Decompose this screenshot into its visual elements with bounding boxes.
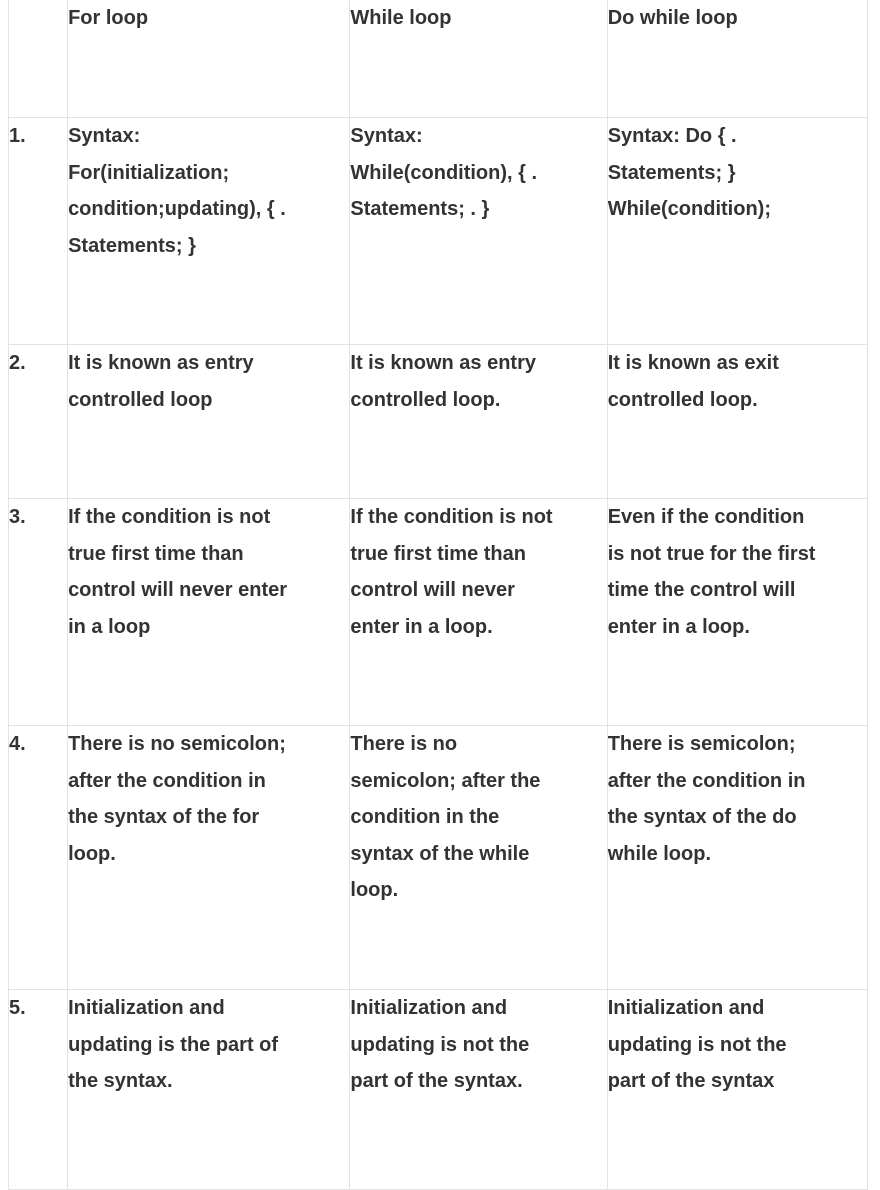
cell-for-loop: If the condition is not true first time than control will never enter in a loop — [68, 499, 350, 726]
table-row — [9, 499, 868, 726]
table-row — [9, 118, 868, 345]
header-cell-do-while-loop: Do while loop — [607, 0, 867, 118]
cell-while-loop: There is no semicolon; after the condition in the syntax of the while loop. — [350, 726, 607, 990]
cell-do-while-loop: Initialization and updating is not the part of the syntax — [607, 990, 867, 1190]
table-row — [9, 726, 868, 990]
row-number: 3. — [9, 499, 68, 726]
row-number: 1. — [9, 118, 68, 345]
cell-do-while-loop: It is known as exit controlled loop. — [607, 345, 867, 499]
cell-while-loop: Syntax: While(condition), { . Statements; . } — [350, 118, 607, 345]
cell-for-loop: It is known as entry controlled loop — [68, 345, 350, 499]
loop-comparison-table — [8, 0, 868, 1190]
cell-while-loop: It is known as entry controlled loop. — [350, 345, 607, 499]
header-cell-while-loop: While loop — [350, 0, 607, 118]
cell-while-loop: If the condition is not true first time than control will never enter in a loop. — [350, 499, 607, 726]
cell-do-while-loop: Even if the condition is not true for the first time the control will enter in a loop. — [607, 499, 867, 726]
row-number: 5. — [9, 990, 68, 1190]
cell-do-while-loop: Syntax: Do { . Statements; } While(condition); — [607, 118, 867, 345]
cell-for-loop: Initialization and updating is the part of the syntax. — [68, 990, 350, 1190]
table-row — [9, 345, 868, 499]
cell-while-loop: Initialization and updating is not the part of the syntax. — [350, 990, 607, 1190]
table-header-row — [9, 0, 868, 118]
row-number: 4. — [9, 726, 68, 990]
cell-for-loop: Syntax: For(initialization; condition;updating), { . Statements; } — [68, 118, 350, 345]
header-cell-for-loop: For loop — [68, 0, 350, 118]
header-cell-number — [9, 0, 68, 118]
row-number: 2. — [9, 345, 68, 499]
table-row — [9, 990, 868, 1190]
cell-do-while-loop: There is semicolon; after the condition in the syntax of the do while loop. — [607, 726, 867, 990]
cell-for-loop: There is no semicolon; after the condition in the syntax of the for loop. — [68, 726, 350, 990]
